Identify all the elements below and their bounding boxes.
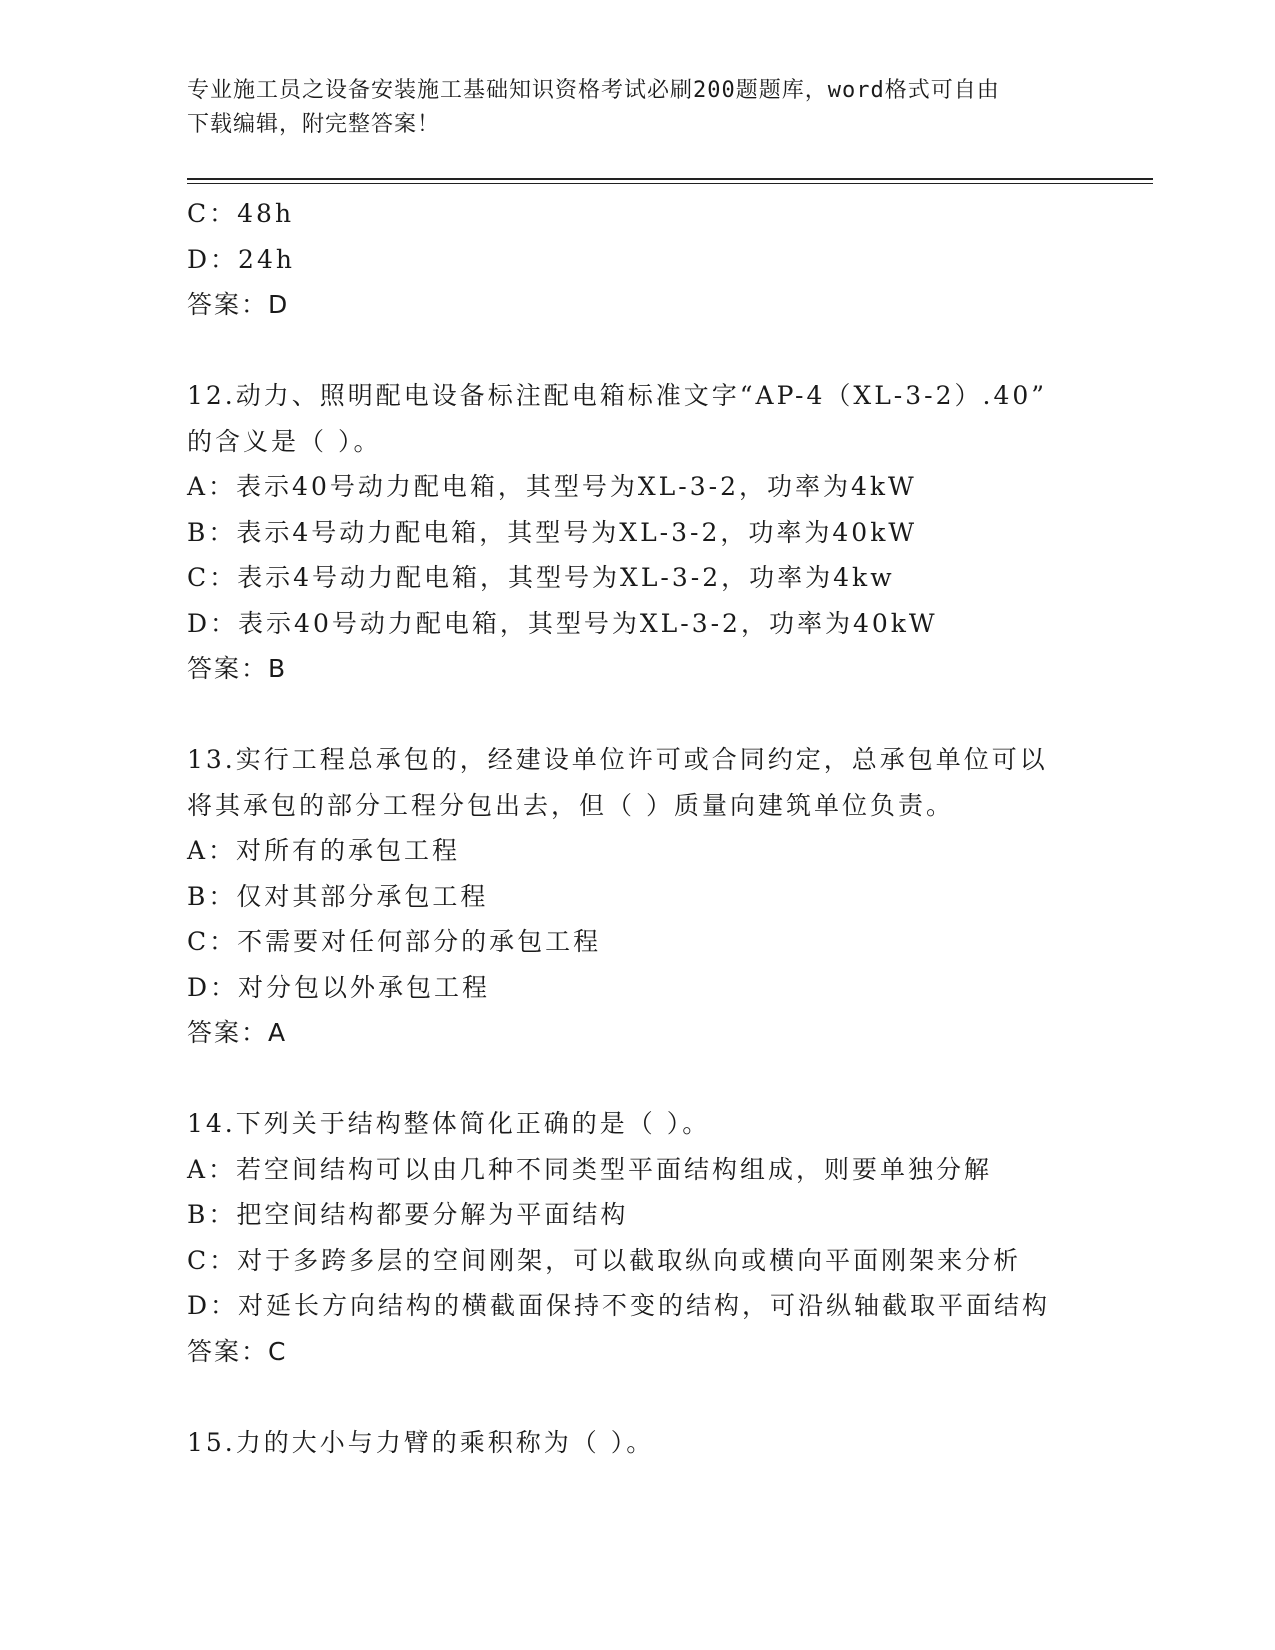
q13-stem-line-2: 将其承包的部分工程分包出去，但（ ）质量向建筑单位负责。 <box>187 790 954 820</box>
q13-option-b: B：仅对其部分承包工程 <box>187 881 489 911</box>
q13-answer: 答案：A <box>187 1018 288 1047</box>
document-header <box>187 74 1067 142</box>
q12-option-a: A：表示40号动力配电箱，其型号为XL-3-2，功率为4kW <box>187 472 917 501</box>
q12-option-d: D：表示40号动力配电箱，其型号为XL-3-2，功率为40kW <box>187 608 938 638</box>
q15-stem-line-1: 15.力的大小与力臂的乘积称为（ ）。 <box>187 1427 655 1457</box>
spacer <box>187 1374 1147 1420</box>
q14-option-b: B：把空间结构都要分解为平面结构 <box>187 1200 629 1229</box>
header-divider-thin <box>187 183 1153 184</box>
q12-option-b: B：表示4号动力配电箱，其型号为XL-3-2，功率为40kW <box>187 517 918 547</box>
spacer <box>187 1056 1147 1102</box>
q12-answer: 答案：B <box>187 654 288 683</box>
q12-stem-line-1: 12.动力、照明配电设备标注配电箱标准文字“AP-4（XL-3-2）.40” <box>187 381 1048 410</box>
q14-stem-line-1: 14.下列关于结构整体简化正确的是（ ）。 <box>187 1109 711 1138</box>
prev-answer: 答案：D <box>187 290 290 319</box>
q14-option-c: C：对于多跨多层的空间刚架，可以截取纵向或横向平面刚架来分析 <box>187 1245 1022 1275</box>
spacer <box>187 328 1147 374</box>
q14-option-a: A：若空间结构可以由几种不同类型平面结构组成，则要单独分解 <box>187 1154 993 1184</box>
prev-option-c: C：48h <box>187 199 295 228</box>
q13-option-c: C：不需要对任何部分的承包工程 <box>187 927 602 956</box>
q14-answer: 答案：C <box>187 1336 288 1366</box>
header-line-2: 下载编辑，附完整答案！ <box>187 112 441 137</box>
spacer <box>187 692 1147 738</box>
q13-option-d: D：对分包以外承包工程 <box>187 972 491 1002</box>
q12-option-c: C：表示4号动力配电箱，其型号为XL-3-2，功率为4kw <box>187 563 895 592</box>
header-line-1: 专业施工员之设备安装施工基础知识资格考试必刷200题题库，word格式可自由 <box>187 78 1000 103</box>
q12-stem-line-2: 的含义是（ ）。 <box>187 426 382 456</box>
q13-option-a: A：对所有的承包工程 <box>187 836 461 865</box>
header-divider-thick <box>187 178 1153 180</box>
q13-stem-line-1: 13.实行工程总承包的，经建设单位许可或合同约定，总承包单位可以 <box>187 745 1048 774</box>
q14-option-d: D：对延长方向结构的横截面保持不变的结构，可沿纵轴截取平面结构 <box>187 1291 1051 1320</box>
prev-option-d: D：24h <box>187 244 295 274</box>
question-list <box>187 191 1147 1465</box>
